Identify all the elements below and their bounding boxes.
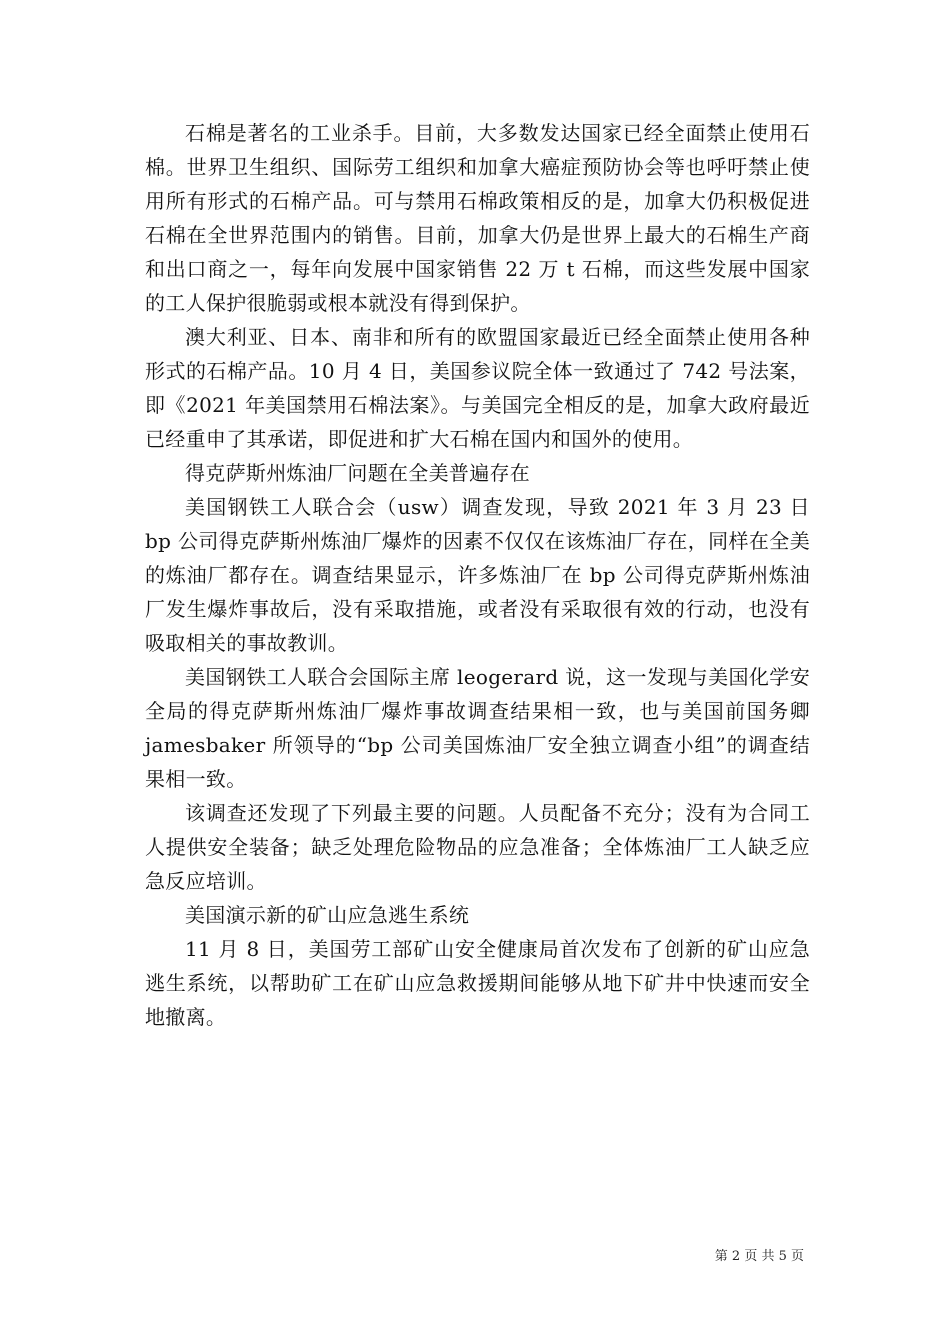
section-heading-mine-escape: 美国演示新的矿山应急逃生系统 bbox=[185, 903, 470, 927]
paragraph-mine-escape-system: 11 月 8 日，美国劳工部矿山安全健康局首次发布了创新的矿山应急逃生系统，以帮助矿工在矿山应急救援期间能够从地下矿井中快速而安全地撤离。 bbox=[145, 937, 810, 1029]
paragraph-main-problems: 该调查还发现了下列最主要的问题。人员配备不充分；没有为合同工人提供安全装备；缺乏处理危险物品的应急准备；全体炼油厂工人缺乏应急反应培训。 bbox=[145, 801, 810, 893]
paragraph-usw-investigation: 美国钢铁工人联合会（usw）调查发现，导致 2021 年 3 月 23 日 bp 公司得克萨斯州炼油厂爆炸的因素不仅仅在该炼油厂存在，同样在全美的炼油厂都存在。调查结果显示，许多炼油厂在 bp 公司得克萨斯州炼油厂发生爆炸事故后，没有采取措施，或者没有采取很有效的行动，也没有吸取相关的事故教训。 bbox=[145, 495, 810, 655]
paragraph-asbestos-ban: 澳大利亚、日本、南非和所有的欧盟国家最近已经全面禁止使用各种形式的石棉产品。10 月 4 日，美国参议院全体一致通过了 742 号法案，即《2021 年美国禁用石棉法案》。与美国完全相反的是，加拿大政府最近已经重申了其承诺，即促进和扩大石棉在国内和国外的使用。 bbox=[145, 325, 810, 451]
paragraph-leogerard-statement: 美国钢铁工人联合会国际主席 leogerard 说，这一发现与美国化学安全局的得克萨斯州炼油厂爆炸事故调查结果相一致，也与美国前国务卿 jamesbaker 所领导的“bp 公司美国炼油厂安全独立调查小组”的调查结果相一致。 bbox=[145, 665, 810, 791]
section-heading-refinery: 得克萨斯州炼油厂问题在全美普遍存在 bbox=[185, 461, 531, 485]
document-body bbox=[145, 116, 810, 1034]
paragraph-asbestos-intro: 石棉是著名的工业杀手。目前，大多数发达国家已经全面禁止使用石棉。世界卫生组织、国际劳工组织和加拿大癌症预防协会等也呼吁禁止使用所有形式的石棉产品。可与禁用石棉政策相反的是，加拿大仍积极促进石棉在全世界范围内的销售。目前，加拿大仍是世界上最大的石棉生产商和出口商之一，每年向发展中国家销售 22 万 t 石棉，而这些发展中国家的工人保护很脆弱或根本就没有得到保护。 bbox=[145, 121, 810, 315]
page-number-footer: 第 2 页 共 5 页 bbox=[714, 1249, 804, 1264]
